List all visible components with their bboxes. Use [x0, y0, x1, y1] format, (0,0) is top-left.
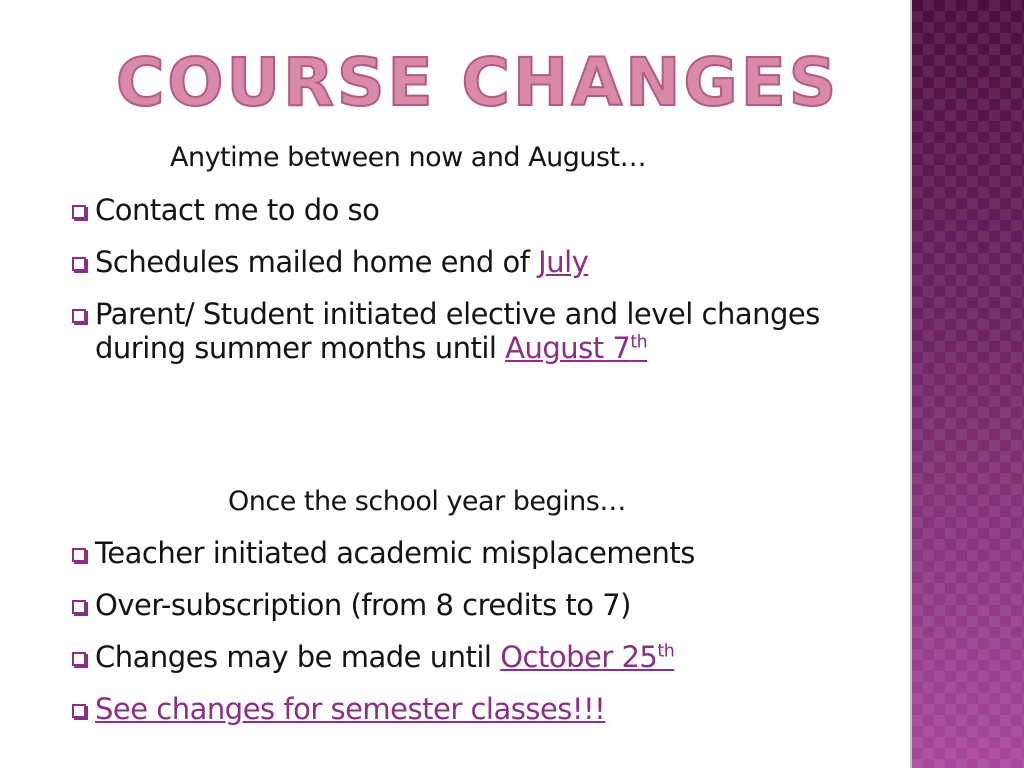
august-7th-link[interactable]: August 7th: [505, 331, 648, 366]
item-text: Over-subscription (from 8 credits to 7): [95, 588, 631, 622]
section2-heading: Once the school year begins…: [228, 486, 626, 517]
item-text: Teacher initiated academic misplacements: [95, 536, 695, 570]
square-bullet-icon: [72, 652, 86, 666]
slide-title: COURSE CHANGES: [116, 44, 840, 121]
list-item: [72, 588, 872, 622]
list-item: [72, 245, 872, 279]
section1-heading: Anytime between now and August…: [170, 142, 647, 173]
october-25th-link[interactable]: October 25th: [500, 640, 675, 674]
list-item: [72, 193, 872, 227]
item-text: Schedules mailed home end of July: [95, 245, 589, 279]
square-bullet-icon: [72, 205, 86, 219]
list-item: [72, 692, 872, 726]
semester-classes-link[interactable]: See changes for semester classes!!!: [95, 692, 606, 726]
square-bullet-icon: [72, 309, 86, 323]
list-item: [72, 297, 872, 365]
square-bullet-icon: [72, 257, 86, 271]
decorative-side-band: [912, 0, 1024, 768]
square-bullet-icon: [72, 600, 86, 614]
square-bullet-icon: [72, 548, 86, 562]
item-text: Parent/ Student initiated elective and level changes during summer months until August 7th: [95, 297, 820, 366]
item-text: Contact me to do so: [95, 193, 380, 227]
item-text: [95, 692, 872, 726]
list-item: [72, 536, 872, 570]
july-link[interactable]: July: [538, 245, 589, 279]
list-item: [72, 640, 872, 674]
item-text: Changes may be made until October 25th: [95, 640, 675, 674]
square-bullet-icon: [72, 704, 86, 718]
